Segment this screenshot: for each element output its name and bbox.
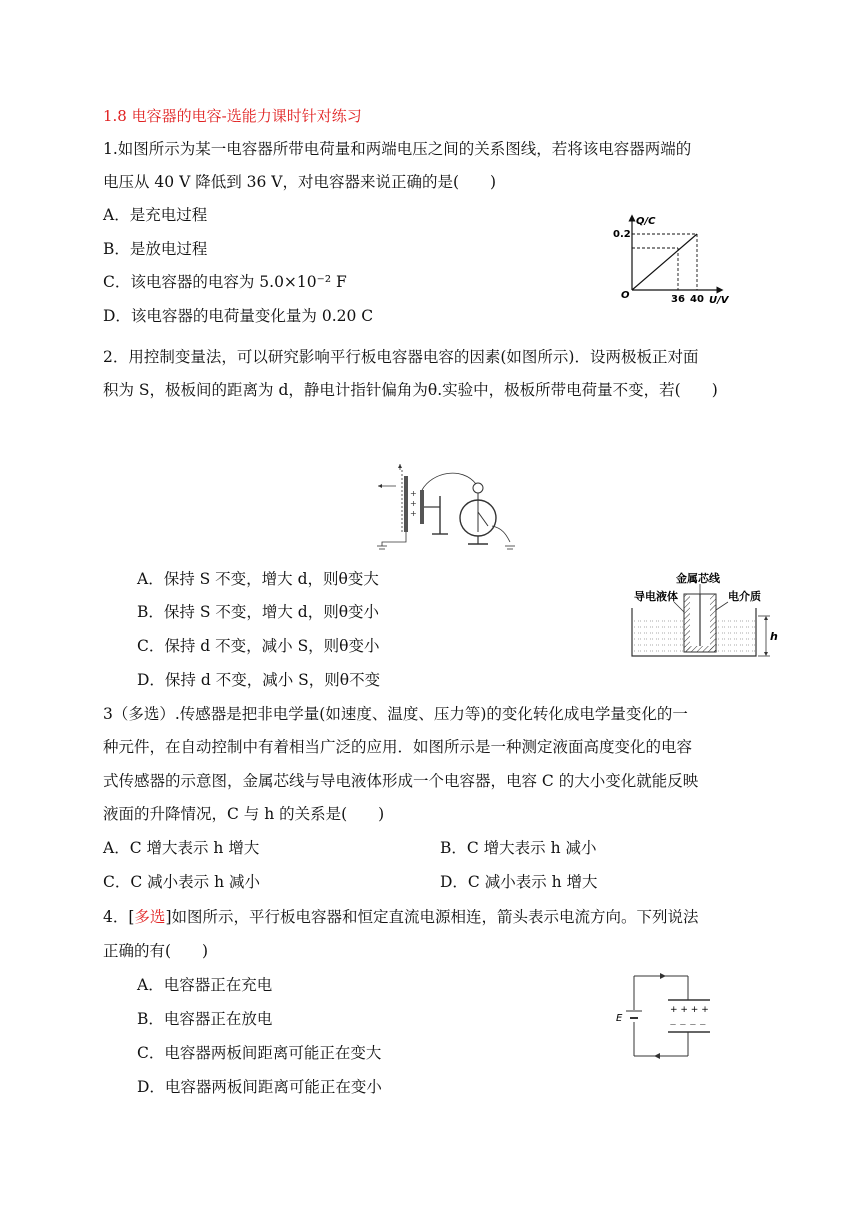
q3-option-a: A．C 增大表示 h 增大 — [103, 839, 260, 857]
q3-option-c: C．C 减小表示 h 减小 — [103, 873, 260, 891]
q4-stem-rest: ]如图所示，平行板电容器和恒定直流电源相连，箭头表示电流方向。下列说法 — [165, 908, 699, 926]
svg-text:+: + — [410, 509, 417, 518]
q4-stem-line2: 正确的有( ) — [103, 942, 209, 960]
q2-stem-line1: 2．用控制变量法，可以研究影响平行板电容器电容的因素(如图所示)．设两极板正对面 — [103, 348, 699, 366]
q3-stem-line2: 种元件，在自动控制中有着相当广泛的应用．如图所示是一种测定液面高度变化的电容 — [103, 738, 693, 756]
q3-stem-line1: 3（多选）.传感器是把非电学量(如速度、温度、压力等)的变化转化成电学量变化的一 — [103, 705, 688, 723]
q4-option-d: D．电容器两板间距离可能正在变小 — [137, 1078, 382, 1096]
q1-stem-line1: 1.如图所示为某一电容器所带电荷量和两端电压之间的关系图线，若将该电容器两端的 — [103, 140, 692, 158]
q1-y-tick: 0.2 — [613, 229, 631, 240]
q1-y-label: Q/C — [636, 216, 656, 227]
q3-option-d: D．C 减小表示 h 增大 — [440, 873, 598, 891]
q1-option-c: C．该电容器的电容为 5.0×10⁻² F — [103, 273, 347, 291]
q2-option-d: D．保持 d 不变，减小 S，则θ不变 — [137, 671, 381, 689]
q4-multi-tag: 多选 — [134, 908, 166, 926]
q4-minus-charges: — — — — — [670, 1021, 707, 1028]
q1-x-tick-40: 40 — [690, 294, 704, 305]
q3-sensor-figure — [620, 570, 780, 662]
q2-option-c: C．保持 d 不变，减小 S，则θ变小 — [137, 637, 380, 655]
q3-label-liquid: 导电液体 — [634, 590, 678, 603]
q4-label-E: E — [616, 1013, 623, 1024]
q4-option-c: C．电容器两板间距离可能正在变大 — [137, 1044, 382, 1062]
svg-text:+: + — [410, 489, 417, 498]
q1-option-a: A．是充电过程 — [103, 206, 208, 224]
q1-x-label: U/V — [709, 295, 729, 306]
q2-option-a: A．保持 S 不变，增大 d，则θ变大 — [137, 570, 379, 588]
q3-label-h: h — [770, 630, 778, 643]
q1-origin: O — [621, 290, 630, 301]
q2-stem-line2: 积为 S，极板间的距离为 d，静电计指针偏角为θ.实验中，极板所带电荷量不变，若( ) — [103, 381, 718, 399]
page-title: 1.8 电容器的电容-选能力课时针对练习 — [103, 107, 362, 125]
q4-number: 4．[ — [103, 908, 135, 926]
q1-qu-line — [632, 234, 697, 290]
q3-stem-line4: 液面的升降情况，C 与 h 的关系是( ) — [103, 805, 385, 823]
q1-qu-graph — [610, 210, 740, 306]
q1-x-tick-36: 36 — [671, 294, 685, 305]
q3-label-dielectric: 电介质 — [728, 590, 761, 603]
q1-option-b: B．是放电过程 — [103, 240, 208, 258]
q4-stem-line1 — [103, 906, 699, 928]
q3-stem-line3: 式传感器的示意图，金属芯线与导电液体形成一个电容器，电容 C 的大小变化就能反映 — [103, 772, 699, 790]
q3-label-core: 金属芯线 — [676, 572, 720, 585]
q2-option-b: B．保持 S 不变，增大 d，则θ变小 — [137, 603, 380, 621]
svg-text:+: + — [410, 499, 417, 508]
q4-circuit-figure — [612, 966, 722, 1062]
q3-option-b: B．C 增大表示 h 减小 — [440, 839, 597, 857]
q4-option-a: A．电容器正在充电 — [137, 976, 273, 994]
q2-electroscope-figure — [372, 462, 522, 554]
q4-option-b: B．电容器正在放电 — [137, 1010, 273, 1028]
q4-plus-charges: + + + + — [670, 1005, 709, 1015]
q1-option-d: D．该电容器的电荷量变化量为 0.20 C — [103, 307, 374, 325]
q1-stem-line2: 电压从 40 V 降低到 36 V，对电容器来说正确的是( ) — [103, 173, 497, 191]
